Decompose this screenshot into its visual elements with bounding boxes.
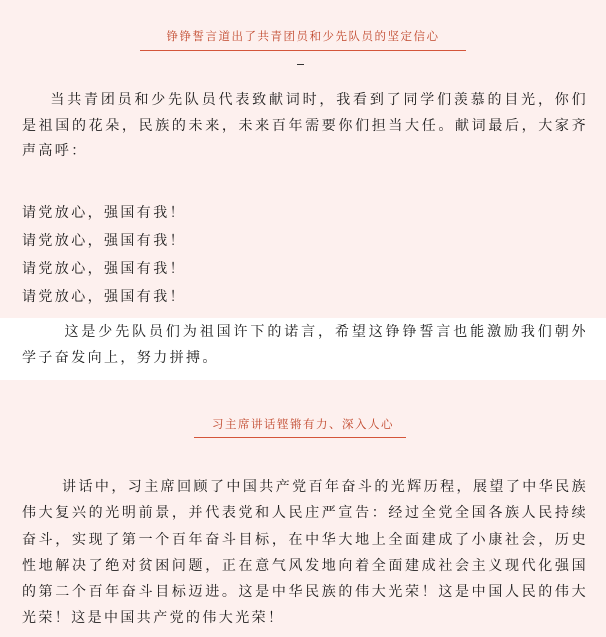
slogan-line: 请党放心，强国有我！	[22, 261, 186, 277]
section-1-paragraph-2-text: 这是少先队员们为祖国许下的诺言，希望这铮铮誓言也能激励我们朝外学子奋发向上，努力拼搏。	[22, 324, 588, 366]
slogan-line: 请党放心，强国有我！	[22, 289, 186, 305]
divider-dash	[297, 64, 304, 65]
section-2-title: 习主席讲话铿锵有力、深入人心	[212, 417, 394, 431]
section-1-title-underline	[140, 50, 466, 51]
slogan-line: 请党放心，强国有我！	[22, 205, 186, 221]
slogan-line: 请党放心，强国有我！	[22, 233, 186, 249]
section-1-paragraph-2	[22, 320, 588, 371]
section-2-paragraph	[22, 474, 588, 632]
section-1-paragraph-1	[22, 88, 588, 165]
section-2-paragraph-text: 讲话中，习主席回顾了中国共产党百年奋斗的光辉历程，展望了中华民族伟大复兴的光明前景，并代表党和人民庄严宣告：经过全党全国各族人民持续奋斗，实现了第一个百年奋斗目标，在中华大地上全面建成了小康社会，历史性地解决了绝对贫困问题，正在意气风发地向着全面建成社会主义现代化强国的第二个百年奋斗目标迈进。这是中华民族的伟大光荣！这是中国人民的伟大光荣！这是中国共产党的伟大光荣！	[22, 479, 588, 627]
section-2-title-underline	[194, 437, 406, 438]
section-1-paragraph-1-text: 当共青团员和少先队员代表致献词时，我看到了同学们羡慕的目光，你们是祖国的花朵，民族的未来，未来百年需要你们担当大任。献词最后，大家齐声高呼：	[22, 92, 588, 159]
section-1-title: 铮铮誓言道出了共青团员和少先队员的坚定信心	[166, 29, 440, 43]
